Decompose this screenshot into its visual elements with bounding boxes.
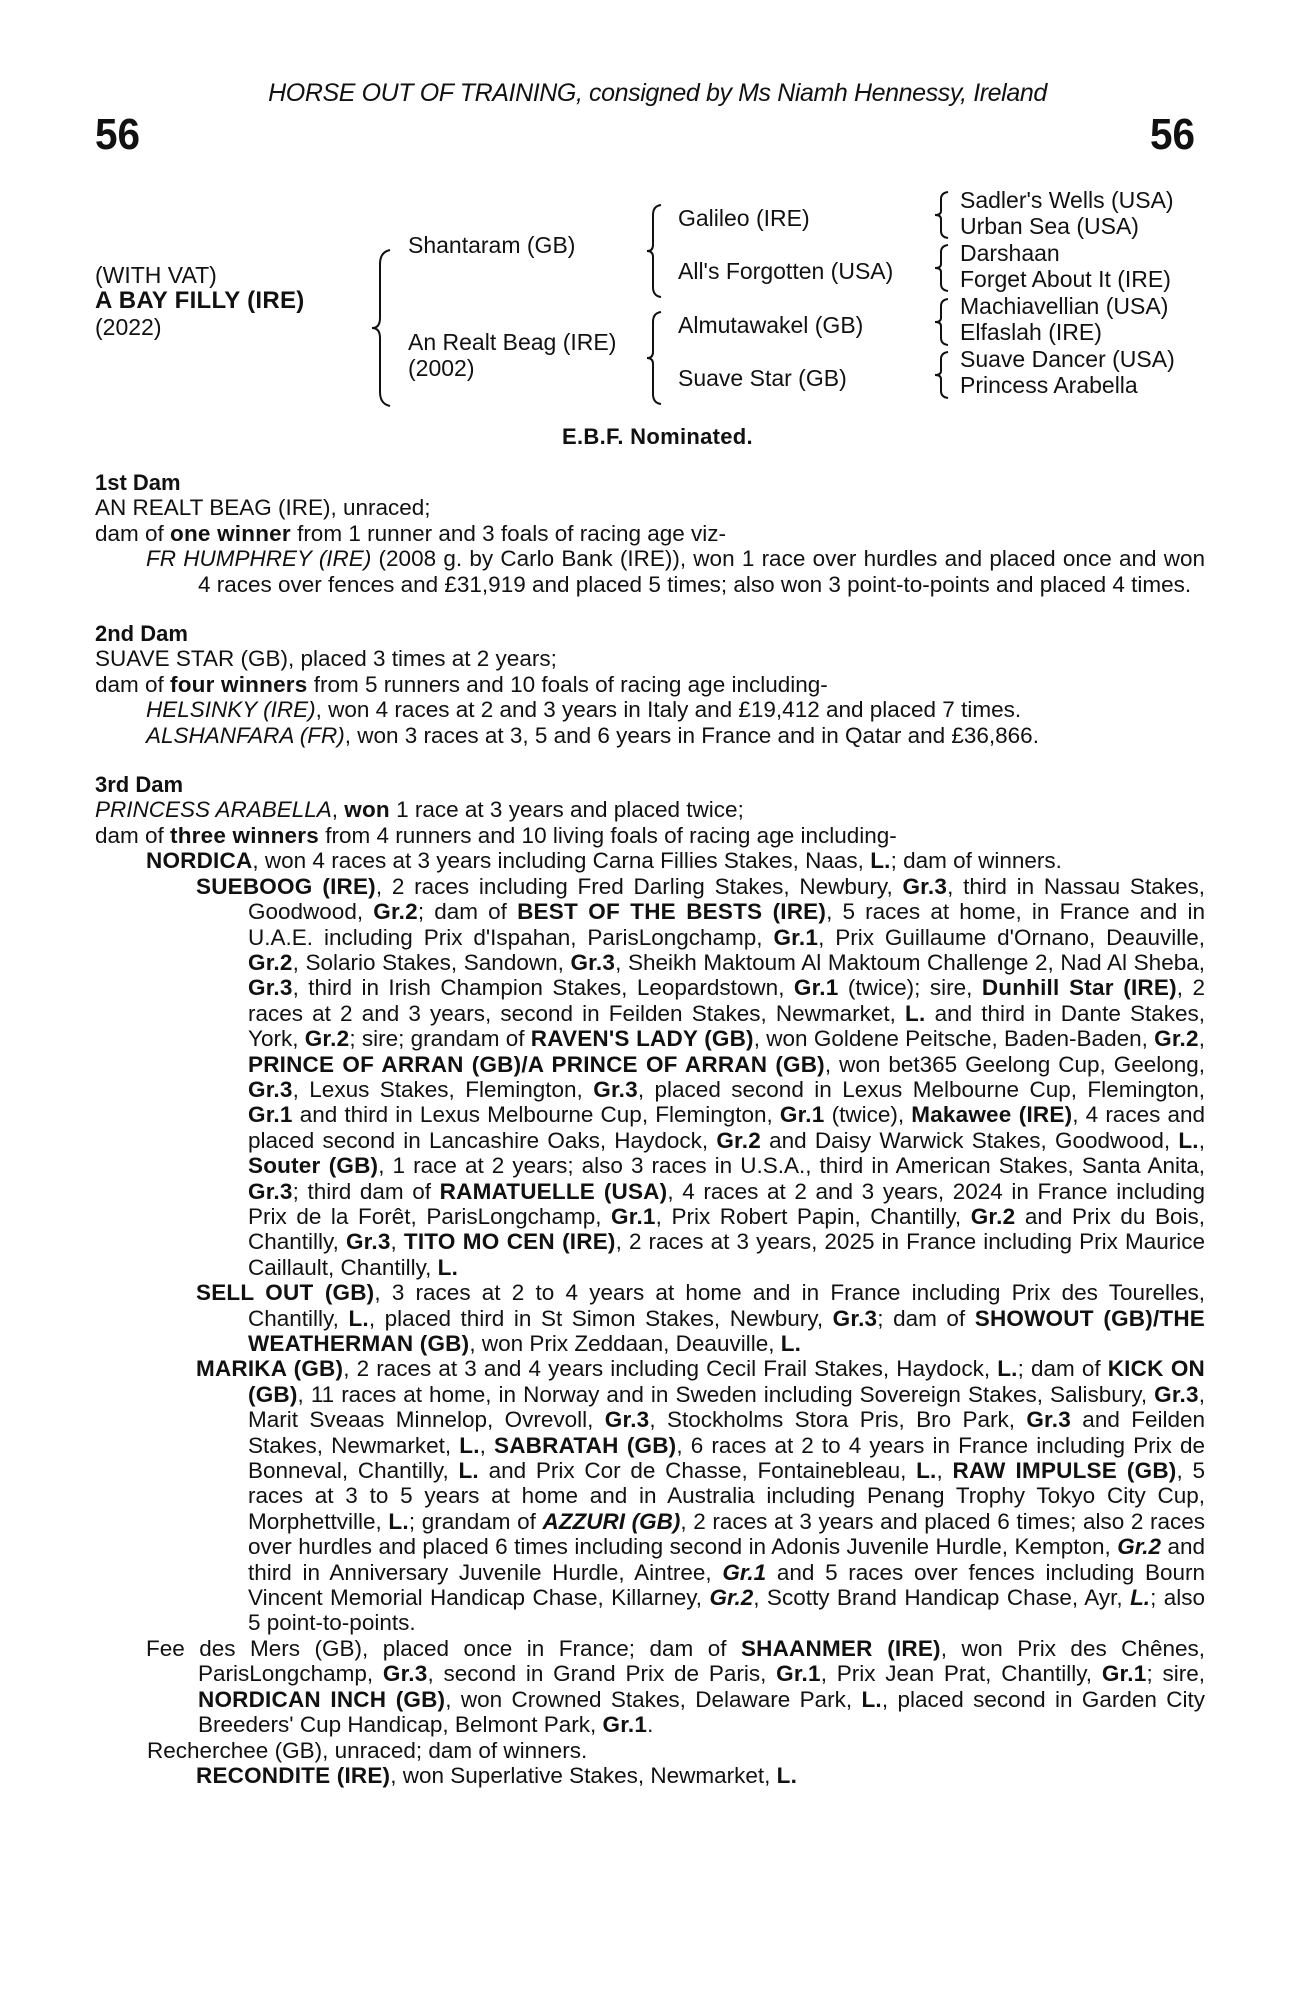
text-run: , Prix Robert Papin, Chantilly, [655, 1203, 971, 1229]
text-run: , Lexus Stakes, Flemington, [292, 1076, 594, 1102]
text-run: 1 race at 3 years and placed twice; [389, 797, 744, 823]
sub-progeny-entry [95, 1280, 1205, 1356]
italic-run: HELSINKY (IRE) [146, 697, 316, 723]
text-run: , [936, 1458, 953, 1484]
text-run: , Solario Stakes, Sandown, [292, 949, 571, 975]
pedigree-brace-g3-2 [933, 243, 951, 293]
pedigree-dam-year: (2002) [408, 355, 475, 381]
text-run: and Prix du Bois, Chantilly, [248, 1203, 1205, 1255]
bold-italic-run: Gr.2 [709, 1585, 754, 1611]
bold-run: RAMATUELLE (USA) [439, 1178, 668, 1204]
subject-name: A BAY FILLY (IRE) [95, 287, 305, 314]
bold-run: MARIKA (GB) [196, 1356, 344, 1382]
text-run: SUAVE STAR (GB), placed 3 times at 2 years; [95, 646, 557, 672]
text-run: , third in Nassau Stakes, Goodwood, [248, 873, 1205, 925]
text-run: , Scotty Brand Handicap Chase, Ayr, [753, 1585, 1131, 1611]
text-run: , won Prix Zeddaan, Deauville, [469, 1331, 781, 1356]
text-run: and 5 races over fences including Bourn Vincent Memorial Handicap Chase, Killarney, [248, 1559, 1205, 1611]
bold-run: TITO MO CEN (IRE) [403, 1229, 616, 1255]
pedigree-gen3-2: Urban Sea (USA) [960, 213, 1139, 239]
bold-run: NORDICAN INCH (GB) [198, 1686, 446, 1712]
catalogue-header-title: HORSE OUT OF TRAINING, consigned by Ms Niamh Hennessy, Ireland [268, 79, 1047, 107]
bold-run: SELL OUT (GB) [196, 1280, 375, 1306]
bold-run: Gr.2 [1154, 1026, 1199, 1052]
text-run: , [1198, 1127, 1205, 1153]
text-run: from 1 runner and 3 foals of racing age viz- [290, 520, 727, 546]
text-run: , 3 races at 2 to 4 years at home and in France including Prix des Tourelles, Chantilly, [248, 1280, 1205, 1331]
pedigree-gen3-6: Elfaslah (IRE) [960, 319, 1102, 345]
bold-italic-run: Gr.2 [1117, 1534, 1161, 1560]
bold-run: Gr.1 [248, 1102, 293, 1128]
bold-run: Gr.3 [382, 1661, 428, 1687]
text-run: Recherchee (GB), unraced; dam of winners. [147, 1737, 588, 1763]
section-gap [95, 597, 1205, 621]
text-run: Fee des Mers (GB), placed once in France; dam of [146, 1635, 741, 1661]
pedigree-subject [95, 262, 305, 340]
bold-run: Makawee (IRE) [911, 1102, 1073, 1128]
bold-run: L. [905, 1000, 926, 1026]
pedigree-brace-sire [645, 203, 665, 299]
text-run: , Marit Sveaas Minnelop, Ovrevoll, [248, 1381, 1205, 1433]
bold-italic-run: AZZURI (GB) [542, 1508, 681, 1534]
text-run: , 4 races and placed second in Lancashire Oaks, Haydock, [248, 1102, 1206, 1153]
text-run: , third in Irish Champion Stakes, Leopardstown, [292, 975, 794, 1001]
text-run: ; sire; grandam of [349, 1026, 531, 1052]
bold-run: KICK ON (GB) [248, 1356, 1205, 1407]
bold-run: three winners [170, 822, 319, 848]
text-run: (2008 g. by Carlo Bank (IRE)), won 1 race over hurdles and placed once and won 4 races over fences and £31,919 and placed 5 times; also won 3 point-to-points and placed 4 times. [198, 546, 1205, 597]
text-run: ; also 5 point-to-points. [248, 1585, 1206, 1636]
text-run: and third in Dante Stakes, York, [248, 1000, 1206, 1052]
catalogue-body [95, 470, 1205, 1788]
bold-run: Gr.2 [373, 899, 418, 925]
lot-number-left: 56 [95, 110, 141, 159]
text-run: , 2 races including Fred Darling Stakes, Newbury, [375, 873, 903, 899]
italic-run: ALSHANFARA (FR) [146, 722, 345, 748]
vat-note: (WITH VAT) [95, 262, 217, 288]
text-run: dam of [95, 520, 171, 546]
text-run: ; third dam of [292, 1178, 440, 1204]
bold-run: L. [776, 1762, 798, 1788]
bold-run: Gr.1 [611, 1203, 656, 1229]
dam-record-line [95, 521, 1205, 546]
bold-run: SUEBOOG (IRE) [196, 873, 376, 899]
bold-run: L. [437, 1254, 459, 1280]
progeny-entry [95, 1636, 1205, 1738]
dam-record-line [95, 646, 1205, 671]
pedigree-gen3-1: Sadler's Wells (USA) [960, 187, 1174, 213]
text-run: , 1 race at 2 years; also 3 races in U.S.A., third in American Stakes, Santa Anita, [378, 1153, 1205, 1179]
bold-run: SHOWOUT (GB)/THE WEATHERMAN (GB) [248, 1305, 1205, 1356]
bold-run: L. [459, 1432, 480, 1458]
bold-run: L. [458, 1458, 479, 1484]
text-run: , placed third in St Simon Stakes, Newbury, [368, 1305, 833, 1331]
progeny-entry [95, 848, 1205, 873]
text-run: , [1198, 1026, 1205, 1052]
bold-run: Gr.1 [793, 975, 839, 1001]
text-run: (twice); sire, [838, 975, 982, 1001]
text-run: and Prix Cor de Chasse, Fontainebleau, [478, 1458, 917, 1484]
text-run: and Feilden Stakes, Newmarket, [248, 1407, 1205, 1458]
text-run: from 4 runners and 10 living foals of racing age including- [318, 822, 897, 848]
subject-year: (2022) [95, 314, 162, 340]
pedigree-gen3-5: Machiavellian (USA) [960, 293, 1169, 319]
dam-record-line [95, 672, 1205, 697]
text-run: from 5 runners and 10 foals of racing age including- [307, 671, 828, 697]
text-run: , won Crowned Stakes, Delaware Park, [445, 1686, 862, 1712]
bold-run: Gr.2 [970, 1203, 1016, 1229]
pedigree-gen3-3: Darshaan [960, 240, 1060, 266]
text-run: , won Prix des Chênes, ParisLongchamp, [198, 1635, 1205, 1687]
pedigree-sire-sire: Galileo (IRE) [678, 205, 810, 231]
sub-progeny-entry [95, 874, 1205, 1281]
dam-section [95, 470, 1205, 597]
text-run: , placed second in Garden City Breeders' Cup Handicap, Belmont Park, [198, 1686, 1205, 1738]
text-run: (twice), [824, 1102, 912, 1128]
bold-run: SABRATAH (GB) [494, 1432, 677, 1458]
pedigree-sire: Shantaram (GB) [408, 232, 576, 258]
bold-run: RAVEN'S LADY (GB) [530, 1026, 754, 1052]
bold-run: PRINCE OF ARRAN (GB)/A PRINCE OF ARRAN (GB) [248, 1051, 825, 1077]
bold-run: Gr.2 [304, 1026, 350, 1052]
bold-run: won [344, 797, 390, 823]
text-run: dam of [95, 671, 171, 697]
text-run: , 5 races at 3 to 5 years at home and in Australia including Penang Trophy Tokyo City Cup, Morphettville, [248, 1458, 1205, 1534]
text-run: , placed second in Lexus Melbourne Cup, Flemington, [637, 1076, 1205, 1102]
text-run: ; sire, [1146, 1661, 1205, 1687]
dam-section [95, 772, 1205, 1788]
section-title: 2nd Dam [95, 621, 188, 647]
text-run: and third in Lexus Melbourne Cup, Flemington, [292, 1102, 780, 1128]
pedigree-brace-gen1 [370, 248, 394, 408]
text-run: , [479, 1432, 495, 1458]
dam-record-line [95, 823, 1205, 848]
text-run: ; dam of [877, 1305, 975, 1331]
pedigree-dam-dam: Suave Star (GB) [678, 365, 847, 391]
section-title: 3rd Dam [95, 772, 184, 798]
pedigree-gen3-8: Princess Arabella [960, 372, 1138, 398]
bold-run: NORDICA [146, 848, 253, 874]
text-run: , Stockholms Stora Pris, Bro Park, [649, 1407, 1027, 1433]
bold-run: L. [348, 1305, 369, 1331]
text-run: , [331, 797, 345, 823]
bold-run: Gr.3 [1154, 1381, 1199, 1407]
text-run: , won 4 races at 2 and 3 years in Italy and £19,412 and placed 7 times. [315, 697, 1022, 723]
bold-run: L. [870, 848, 891, 874]
text-run: AN REALT BEAG (IRE), unraced; [95, 495, 431, 521]
pedigree-chart [95, 187, 1225, 420]
pedigree-sire-dam: All's Forgotten (USA) [678, 258, 894, 284]
bold-run: Gr.3 [345, 1229, 391, 1255]
sub-progeny-entry [95, 1356, 1205, 1635]
bold-run: Gr.1 [779, 1102, 825, 1128]
section-title: 1st Dam [95, 470, 181, 495]
bold-run: Gr.3 [604, 1407, 650, 1433]
bold-run: SHAANMER (IRE) [740, 1635, 941, 1661]
text-run: and third in Anniversary Juvenile Hurdle, Aintree, [248, 1534, 1205, 1585]
bold-run: Gr.3 [1026, 1407, 1071, 1433]
text-run: , Prix Guillaume d'Ornano, Deauville, [818, 924, 1205, 950]
text-run: ; dam of [1017, 1356, 1108, 1382]
dam-record-line [95, 495, 1205, 520]
bold-run: Gr.1 [602, 1712, 648, 1738]
text-run: , won 4 races at 3 years including Carna Fillies Stakes, Naas, [252, 848, 871, 874]
pedigree-dam-sire: Almutawakel (GB) [678, 312, 864, 338]
bold-run: Gr.1 [1101, 1661, 1147, 1687]
text-run: , won bet365 Geelong Cup, Geelong, [824, 1051, 1206, 1077]
sub-progeny-entry [95, 1763, 1205, 1788]
bold-run: Gr.1 [773, 924, 819, 950]
pedigree-gen3-4: Forget About It (IRE) [960, 266, 1171, 292]
pedigree-dam: An Realt Beag (IRE) [408, 329, 617, 355]
bold-run: Souter (GB) [248, 1153, 379, 1179]
text-run: , won Goldene Peitsche, Baden-Baden, [753, 1026, 1155, 1052]
italic-run: PRINCESS ARABELLA [95, 797, 332, 823]
bold-run: L. [1178, 1127, 1199, 1153]
bold-run: Gr.3 [248, 1178, 293, 1204]
text-run: , [390, 1229, 404, 1255]
bold-run: Gr.3 [832, 1305, 878, 1331]
ebf-nominated-note: E.B.F. Nominated. [562, 424, 753, 449]
bold-italic-run: L. [1130, 1585, 1151, 1611]
pedigree-brace-dam [645, 310, 665, 406]
bold-run: Gr.3 [248, 1076, 293, 1102]
bold-run: L. [916, 1458, 937, 1484]
text-run: , 2 races at 3 years, 2025 in France including Prix Maurice Caillault, Chantilly, [248, 1229, 1205, 1280]
progeny-entry [95, 723, 1205, 748]
bold-run: L. [388, 1508, 409, 1534]
progeny-entry [95, 546, 1205, 597]
text-run: , second in Grand Prix de Paris, [427, 1661, 777, 1687]
pedigree-brace-g3-1 [933, 190, 951, 240]
lot-number-right: 56 [1150, 110, 1196, 159]
bold-run: L. [861, 1686, 882, 1712]
text-run: , 2 races at 3 years and placed 6 times; also 2 races over hurdles and placed 6 times including second in Adonis Juvenile Hurdle, Kempton, [248, 1508, 1205, 1560]
progeny-entry [95, 697, 1205, 722]
text-run: , won Superlative Stakes, Newmarket, [390, 1762, 777, 1788]
bold-run: RECONDITE (IRE) [196, 1762, 391, 1788]
pedigree-gen3-7: Suave Dancer (USA) [960, 346, 1175, 372]
text-run: , 11 races at home, in Norway and in Sweden including Sovereign Stakes, Salisbury, [297, 1381, 1155, 1407]
bold-run: Gr.3 [248, 975, 293, 1001]
bold-run: BEST OF THE BESTS (IRE) [517, 899, 827, 925]
bold-run: L. [780, 1331, 802, 1356]
dam-record-line [95, 797, 1205, 822]
bold-run: L. [997, 1356, 1018, 1382]
text-run: ; dam of winners. [890, 848, 1062, 874]
text-run: , 2 races at 3 and 4 years including Cecil Frail Stakes, Haydock, [343, 1356, 998, 1382]
text-run: , 6 races at 2 to 4 years in France including Prix de Bonneval, Chantilly, [248, 1432, 1205, 1484]
section-gap [95, 748, 1205, 772]
bold-run: Dunhill Star (IRE) [981, 975, 1177, 1001]
text-run: . [647, 1712, 654, 1738]
bold-run: Gr.2 [248, 949, 293, 975]
bold-run: one winner [170, 520, 291, 546]
text-run: ; dam of [417, 899, 518, 925]
pedigree-brace-g3-3 [933, 297, 951, 347]
bold-run: Gr.1 [776, 1661, 821, 1687]
text-run: , Sheikh Maktoum Al Maktoum Challenge 2, Nad Al Sheba, [615, 949, 1205, 975]
progeny-entry [95, 1738, 1205, 1763]
text-run: and Daisy Warwick Stakes, Goodwood, [760, 1127, 1179, 1153]
bold-italic-run: Gr.1 [722, 1559, 767, 1585]
bold-run: Gr.3 [902, 873, 948, 899]
bold-run: RAW IMPULSE (GB) [952, 1458, 1177, 1484]
pedigree-brace-g3-4 [933, 350, 951, 400]
text-run: dam of [95, 822, 171, 848]
text-run: , Prix Jean Prat, Chantilly, [820, 1661, 1102, 1687]
bold-run: Gr.2 [716, 1127, 761, 1153]
text-run: , 2 races at 2 and 3 years, second in Feilden Stakes, Newmarket, [248, 975, 1205, 1026]
text-run: , won 3 races at 3, 5 and 6 years in France and in Qatar and £36,866. [344, 722, 1039, 748]
bold-run: four winners [170, 671, 308, 697]
text-run: , 5 races at home, in France and in U.A.E. including Prix d'Ispahan, ParisLongchamp, [248, 899, 1205, 950]
italic-run: FR HUMPHREY (IRE) [146, 546, 372, 572]
bold-run: Gr.3 [593, 1076, 638, 1102]
dam-section [95, 621, 1205, 748]
text-run: , 4 races at 2 and 3 years, 2024 in France including Prix de la Forêt, ParisLongchamp, [248, 1178, 1206, 1229]
bold-run: Gr.3 [570, 949, 616, 975]
text-run: ; grandam of [408, 1508, 543, 1534]
